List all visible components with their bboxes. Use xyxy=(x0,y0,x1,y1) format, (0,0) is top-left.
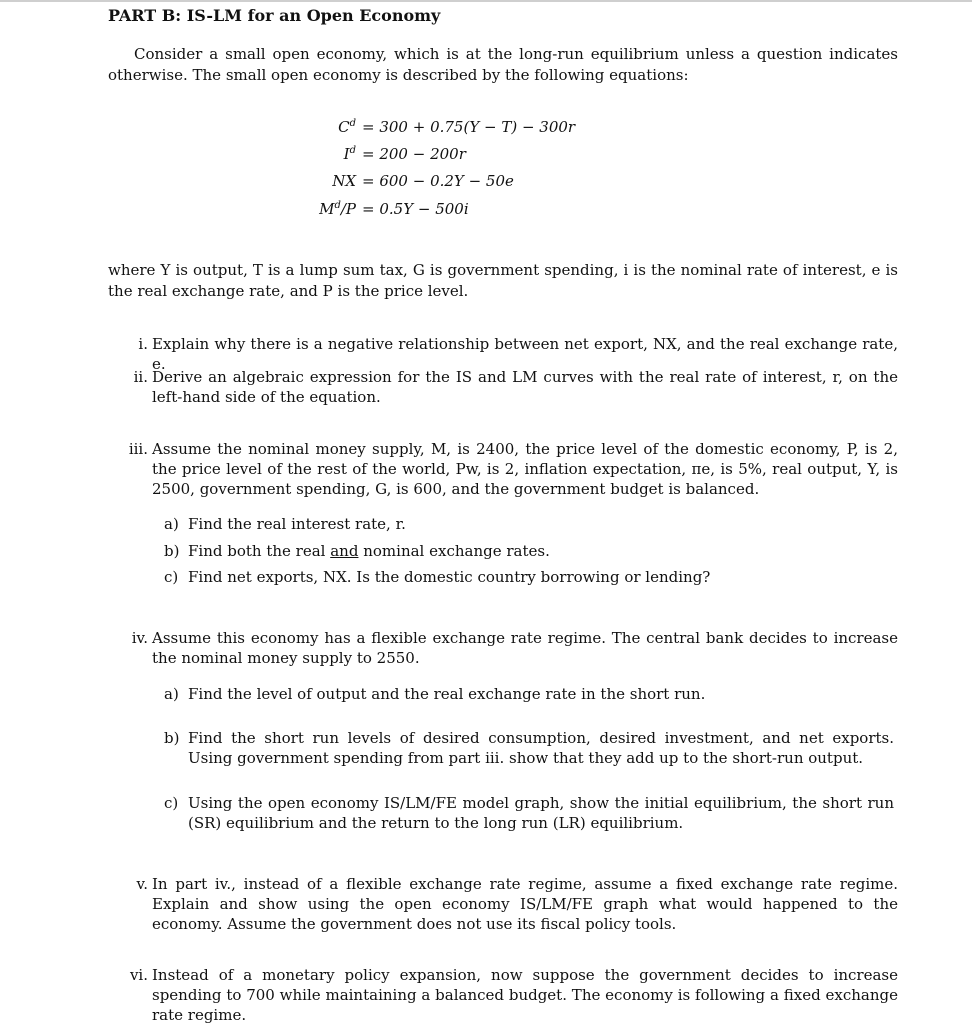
equation-investment: $I^d$ = 200 − 200r xyxy=(343,145,466,163)
question-iv-b: b) Find the short run levels of desired consumption, desired investment, and net exports. Using government spending from part iii. show that they add up to the short-run output. xyxy=(164,729,894,767)
question-iii-b: b) Find both the real and nominal exchange rates. xyxy=(164,542,550,560)
question-iv: iv. Assume this economy has a flexible exchange rate regime. The central bank decides to increase the nominal money supply to 2550. xyxy=(131,629,898,667)
top-border xyxy=(0,0,972,2)
equation-net-exports: NX = 600 − 0.2Y − 50e xyxy=(332,172,514,190)
question-i: i. Explain why there is a negative relationship between net export, NX, and the real exchange rate, e. xyxy=(138,335,898,373)
question-iii-c: c) Find net exports, NX. Is the domestic country borrowing or lending? xyxy=(164,568,711,586)
where-paragraph: where Y is output, T is a lump sum tax, G is government spending, i is the nominal rate of interest, e is the real exchange rate, and P is the price level. xyxy=(108,261,898,300)
section-title: PART B: IS-LM for an Open Economy xyxy=(108,6,441,25)
intro-paragraph: Consider a small open economy, which is at the long-run equilibrium unless a question indicates otherwise. The small open economy is described by the following equations: xyxy=(108,45,898,84)
equation-money-demand: $M^d/P$ = 0.5Y − 500i xyxy=(319,200,469,218)
equation-consumption: $C^d$ = 300 + 0.75(Y − T) − 300r xyxy=(338,118,576,136)
question-iii-a: a) Find the real interest rate, r. xyxy=(164,515,406,533)
equation-block xyxy=(110,118,630,228)
question-v: v. In part iv., instead of a flexible exchange rate regime, assume a fixed exchange rate regime. Explain and show using the open economy IS/LM/FE graph what would happened to the economy. Assume the government does not use its fiscal policy tools. xyxy=(136,875,898,933)
question-iv-a: a) Find the level of output and the real exchange rate in the short run. xyxy=(164,685,706,703)
question-ii: ii. Derive an algebraic expression for the IS and LM curves with the real rate of interest, r, on the left-hand side of the equation. xyxy=(133,368,898,406)
question-iv-c: c) Using the open economy IS/LM/FE model graph, show the initial equilibrium, the short run (SR) equilibrium and the return to the long run (LR) equilibrium. xyxy=(164,794,894,832)
question-iii: iii. Assume the nominal money supply, M, is 2400, the price level of the domestic economy, P, is 2, the price level of the rest of the world, Pw, is 2, inflation expectation, πe, is 5%, real output, Y, is 2500, government spending, G, is 600, and the government budget is balanced. xyxy=(128,440,898,498)
question-vi: vi. Instead of a monetary policy expansion, now suppose the government decides to increase spending to 700 while maintaining a balanced budget. The economy is following a fixed exchange rate regime. xyxy=(129,966,898,1024)
